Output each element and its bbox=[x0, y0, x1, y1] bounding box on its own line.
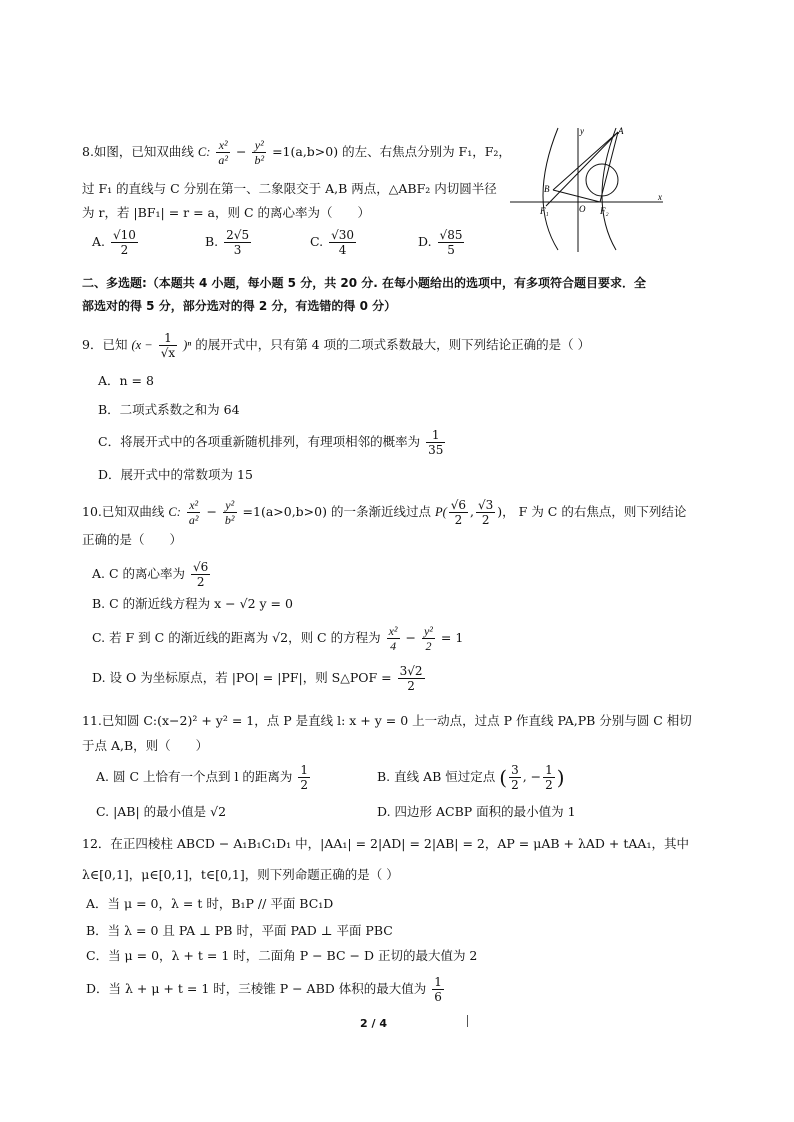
q10-frac-y bbox=[223, 498, 237, 527]
q11-option-b: B. 直线 AB 恒过定点 ( $\frac{3}{2}$ , − $\frac{1}{2}$ ) bbox=[377, 763, 565, 792]
frac-den: 3 bbox=[233, 243, 242, 257]
frac-den: 4 bbox=[390, 639, 397, 653]
frac-den: 2 bbox=[545, 778, 553, 792]
frac-num: √6 bbox=[193, 560, 209, 574]
frac-num: 1 bbox=[434, 975, 442, 989]
minus-sign: − bbox=[405, 630, 416, 645]
q8-stem-line2: 过 F₁ 的直线与 C 分别在第一、二象限交于 A,B 两点，△ABF₂ 内切圆半径 bbox=[82, 181, 497, 196]
frac-num: 1 bbox=[300, 763, 309, 777]
q8-stem-line3: 为 r，若 |BF₁| = r = a，则 C 的离心率为（ ） bbox=[82, 205, 370, 220]
q10-text-post: F 为 C 的右焦点，则下列结论 bbox=[518, 504, 687, 519]
q9-expr: (x − bbox=[131, 338, 153, 352]
q10-text-mid: =1(a>0,b>0) 的一条渐近线过点 bbox=[242, 504, 431, 519]
option-frac bbox=[432, 975, 444, 1004]
q9-option-a: A．n = 8 bbox=[98, 373, 154, 388]
option-frac bbox=[298, 763, 310, 792]
q12-option-d bbox=[86, 975, 446, 1004]
frac-num: 2√5 bbox=[226, 228, 250, 242]
line-b-f2 bbox=[553, 190, 600, 202]
option-frac bbox=[509, 763, 521, 792]
frac-den: 2 bbox=[300, 778, 309, 792]
q8-option-b bbox=[205, 228, 253, 257]
frac-num: y² bbox=[252, 138, 266, 153]
q10-point-x bbox=[449, 498, 468, 527]
option-text: C．将展开式中的各项重新随机排列，有理项相邻的概率为 bbox=[98, 434, 421, 449]
q8-frac-x bbox=[216, 138, 230, 167]
q9-text-post: 的展开式中，只有第 4 项的二项式系数最大，则下列结论正确的是（ ） bbox=[195, 337, 591, 352]
frac-den: 2 bbox=[481, 513, 490, 527]
q8-option-c bbox=[310, 228, 358, 257]
option-text: B. 直线 AB 恒过定点 bbox=[377, 769, 496, 784]
frac-num: y² bbox=[423, 624, 433, 638]
q11-option-c: C. |AB| 的最小值是 √2 bbox=[96, 804, 227, 819]
option-text: A. 圆 C 上恰有一个点到 l 的距离为 bbox=[96, 769, 293, 784]
page-number: 2 / 4 bbox=[360, 1017, 387, 1030]
q10-option-a bbox=[92, 560, 212, 589]
q11-option-a bbox=[96, 763, 312, 792]
label-o: O bbox=[579, 204, 586, 214]
q12-stem-line2: λ∈[0,1]，μ∈[0,1]，t∈[0,1]，则下列命题正确的是（ ） bbox=[82, 867, 399, 882]
label-f1: F₁ bbox=[540, 206, 549, 216]
q10-expr: C: bbox=[168, 505, 181, 519]
option-label: B. bbox=[205, 234, 219, 249]
q8-option-d bbox=[418, 228, 466, 257]
frac-num: 1 bbox=[159, 331, 177, 346]
frac-den: 2 bbox=[407, 679, 415, 693]
hyperbola-figure bbox=[508, 124, 668, 254]
line-b-a bbox=[553, 132, 618, 190]
q12-option-a: A．当 μ = 0，λ = t 时，B₁P // 平面 BC₁D bbox=[86, 896, 334, 911]
q10-option-c bbox=[92, 624, 463, 653]
frac-den: 4 bbox=[338, 243, 347, 257]
option-label: D. bbox=[418, 234, 432, 249]
frac-num: 1 bbox=[545, 763, 553, 777]
label-a: A bbox=[618, 126, 624, 136]
minus-sign: − bbox=[236, 144, 247, 159]
q8-text: 8.如图，已知双曲线 bbox=[82, 144, 194, 159]
q9-exponent: )ⁿ bbox=[183, 338, 192, 352]
q10-stem-line1 bbox=[82, 498, 686, 527]
q9-option-b: B．二项式系数之和为 64 bbox=[98, 402, 240, 417]
option-text: D. 设 O 为坐标原点，若 |PO| = |PF|，则 S△POF = bbox=[92, 670, 392, 685]
option-frac bbox=[426, 428, 445, 457]
option-text: D．当 λ + μ + t = 1 时，三棱锥 P − ABD 体积的最大值为 bbox=[86, 981, 427, 996]
q12-option-c: C．当 μ = 0，λ + t = 1 时，二面角 P − BC − D 正切的最大值为 2 bbox=[86, 948, 478, 963]
q8-stem-line1 bbox=[82, 138, 511, 167]
q10-option-d bbox=[92, 664, 427, 693]
q8-expr: C: bbox=[197, 145, 211, 159]
frac-num: √10 bbox=[113, 228, 136, 242]
frac-num: 3 bbox=[511, 763, 519, 777]
option-label: C. bbox=[310, 234, 324, 249]
option-text: A. C 的离心率为 bbox=[92, 566, 186, 581]
section-header-line2: 部选对的得 5 分，部分选对的得 2 分，有选错的得 0 分） bbox=[82, 299, 397, 313]
frac-den: 2 bbox=[511, 778, 519, 792]
option-text-post: = 1 bbox=[440, 630, 464, 645]
q8-option-a bbox=[92, 228, 140, 257]
q11-stem-line2: 于点 A,B，则（ ） bbox=[82, 738, 209, 753]
label-b: B bbox=[544, 184, 550, 194]
q12-stem-line1: 12．在正四棱柱 ABCD − A₁B₁C₁D₁ 中，|AA₁| = 2|AD| = 2|AB| = 2，AP = μAB + λAD + tAA₁，其中 bbox=[82, 836, 689, 851]
frac-den: 2 bbox=[425, 639, 432, 653]
frac-den: 35 bbox=[428, 443, 444, 457]
option-frac bbox=[329, 228, 356, 257]
frac-num: x² bbox=[388, 624, 398, 638]
option-text-mid: , − bbox=[522, 769, 542, 784]
frac-num: x² bbox=[216, 138, 230, 153]
frac-den: √x bbox=[160, 346, 176, 360]
option-frac bbox=[111, 228, 138, 257]
q12-option-b: B．当 λ = 0 且 PA ⊥ PB 时，平面 PAD ⊥ 平面 PBC bbox=[86, 923, 393, 938]
q9-option-c bbox=[98, 428, 447, 457]
frac-num: √85 bbox=[439, 228, 463, 242]
option-label: A. bbox=[92, 234, 106, 249]
label-f2: F₂ bbox=[600, 206, 609, 216]
comma: , bbox=[470, 504, 475, 519]
option-text: C. 若 F 到 C 的渐近线的距离为 √2，则 C 的方程为 bbox=[92, 630, 381, 645]
option-frac bbox=[398, 664, 425, 693]
frac-den: b² bbox=[254, 153, 265, 167]
option-frac bbox=[422, 624, 435, 653]
section-header-line1: 二、多选题:（本题共 4 小题，每小题 5 分，共 20 分. 在每小题给出的选项中，有多项符合题目要求．全 bbox=[82, 276, 647, 290]
q10-text: 10.已知双曲线 bbox=[82, 504, 165, 519]
frac-den: 2 bbox=[120, 243, 129, 257]
option-frac bbox=[543, 763, 555, 792]
q9-frac bbox=[159, 331, 177, 360]
q11-option-d: D. 四边形 ACBP 面积的最小值为 1 bbox=[377, 804, 576, 819]
q8-text-post: =1(a,b>0) 的左、右焦点分别为 F₁，F₂， bbox=[272, 144, 511, 159]
frac-num: x² bbox=[187, 498, 201, 513]
q11-stem-line1: 11.已知圆 C:(x−2)² + y² = 1，点 P 是直线 l: x + y = 0 上一动点，过点 P 作直线 PA,PB 分别与圆 C 相切 bbox=[82, 713, 692, 728]
frac-den: 2 bbox=[454, 513, 463, 527]
q10-option-b: B. C 的渐近线方程为 x − √2 y = 0 bbox=[92, 596, 293, 611]
frac-den: 2 bbox=[196, 575, 205, 589]
option-frac bbox=[438, 228, 465, 257]
margin-mark bbox=[467, 1015, 468, 1027]
option-frac bbox=[224, 228, 251, 257]
q9-stem bbox=[82, 331, 590, 360]
frac-den: a² bbox=[188, 513, 199, 527]
frac-den: b² bbox=[224, 513, 235, 527]
q9-text: 9．已知 bbox=[82, 337, 128, 352]
q8-frac-y bbox=[252, 138, 266, 167]
q10-point-open: P( bbox=[434, 505, 447, 519]
q10-point-y bbox=[476, 498, 495, 527]
frac-num: 3√2 bbox=[399, 664, 423, 678]
frac-num: y² bbox=[223, 498, 237, 513]
minus-sign: − bbox=[206, 504, 217, 519]
q9-option-d: D．展开式中的常数项为 15 bbox=[98, 467, 253, 482]
label-x: x bbox=[658, 192, 662, 202]
frac-num: √3 bbox=[478, 498, 494, 512]
q10-frac-x bbox=[187, 498, 201, 527]
label-y: y bbox=[580, 126, 584, 136]
frac-num: √6 bbox=[450, 498, 467, 512]
frac-num: √30 bbox=[331, 228, 354, 242]
frac-den: 6 bbox=[434, 990, 442, 1004]
line-a-f2 bbox=[600, 132, 618, 202]
option-frac bbox=[387, 624, 400, 653]
frac-den: a² bbox=[218, 153, 229, 167]
q10-point-close: )， bbox=[497, 504, 515, 519]
frac-num: 1 bbox=[426, 428, 445, 443]
option-frac bbox=[191, 560, 210, 589]
q10-stem-line2: 正确的是（ ） bbox=[82, 532, 183, 547]
frac-den: 5 bbox=[447, 243, 455, 257]
